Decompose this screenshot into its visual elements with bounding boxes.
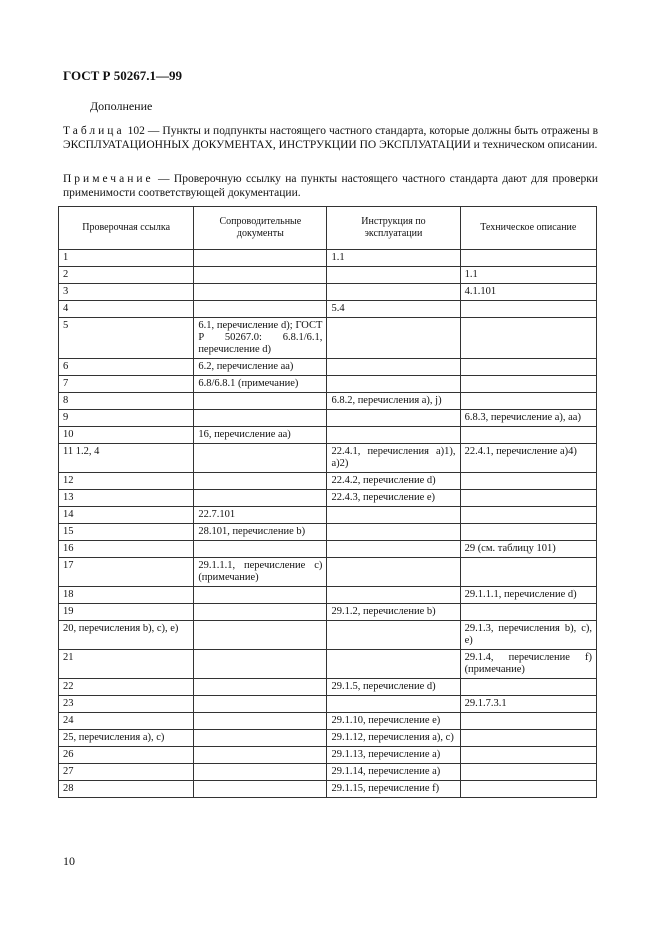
cell-technical-description: 29.1.1.1, перечисление d) (460, 587, 596, 604)
table-row (59, 781, 597, 798)
cell-check-reference: 18 (59, 587, 194, 604)
cell-accompanying-docs (194, 301, 327, 318)
cell-accompanying-docs: 6.2, перечисление аа) (194, 359, 327, 376)
cell-accompanying-docs (194, 604, 327, 621)
cell-check-reference: 24 (59, 713, 194, 730)
cell-technical-description: 29.1.3, перечисления b), с), е) (460, 621, 596, 650)
cell-check-reference: 25, перечисления а), с) (59, 730, 194, 747)
cell-technical-description: 22.4.1, перечисление а)4) (460, 444, 596, 473)
table-row (59, 696, 597, 713)
cell-check-reference: 5 (59, 318, 194, 359)
cell-accompanying-docs (194, 621, 327, 650)
cell-operating-instructions: 29.1.12, перечисления а), с) (327, 730, 460, 747)
cell-operating-instructions (327, 621, 460, 650)
cell-technical-description: 29.1.4, перечисление f) (примечание) (460, 650, 596, 679)
table-caption-text: 102 — Пункты и подпункты настоящего частного стандарта, которые должны быть отражены в ЭКСПЛУАТАЦИОННЫХ ДОКУМЕНТАХ, ИНСТРУКЦИИ ПО ЭКСПЛУАТАЦИИ и техническом описании. (63, 125, 599, 151)
cell-technical-description (460, 490, 596, 507)
cell-operating-instructions (327, 650, 460, 679)
note-text: — Проверочную ссылку на пункты настоящего частного стандарта дают для проверки применимости соответствующей документации. (63, 173, 599, 199)
cell-accompanying-docs: 6.8/6.8.1 (примечание) (194, 376, 327, 393)
cell-operating-instructions: 29.1.15, перечисление f) (327, 781, 460, 798)
table-row (59, 524, 597, 541)
cell-operating-instructions: 22.4.3, перечисление е) (327, 490, 460, 507)
table-row (59, 604, 597, 621)
cell-operating-instructions (327, 410, 460, 427)
cell-technical-description: 6.8.3, перечисление а), аа) (460, 410, 596, 427)
cell-operating-instructions (327, 507, 460, 524)
document-header: ГОСТ Р 50267.1—99 (63, 68, 182, 83)
cell-accompanying-docs (194, 444, 327, 473)
table-caption (63, 124, 598, 152)
header-accompanying-docs: Сопроводительные документы (194, 207, 327, 250)
table-row (59, 587, 597, 604)
cell-technical-description (460, 473, 596, 490)
cell-check-reference: 9 (59, 410, 194, 427)
cell-check-reference: 11 1.2, 4 (59, 444, 194, 473)
cell-technical-description (460, 359, 596, 376)
table-row (59, 284, 597, 301)
cell-check-reference: 16 (59, 541, 194, 558)
table-row (59, 318, 597, 359)
cell-check-reference: 6 (59, 359, 194, 376)
cell-accompanying-docs (194, 393, 327, 410)
table-row (59, 410, 597, 427)
table-row (59, 541, 597, 558)
cell-check-reference: 8 (59, 393, 194, 410)
cell-accompanying-docs (194, 284, 327, 301)
cell-operating-instructions: 29.1.2, перечисление b) (327, 604, 460, 621)
cell-accompanying-docs (194, 747, 327, 764)
cell-technical-description (460, 558, 596, 587)
cell-accompanying-docs (194, 541, 327, 558)
table-row (59, 473, 597, 490)
header-check-reference: Проверочная ссылка (59, 207, 194, 250)
cell-operating-instructions: 5.4 (327, 301, 460, 318)
cell-accompanying-docs (194, 473, 327, 490)
cell-accompanying-docs (194, 764, 327, 781)
table-row (59, 250, 597, 267)
cell-accompanying-docs (194, 650, 327, 679)
cell-technical-description (460, 393, 596, 410)
table-row (59, 444, 597, 473)
cell-technical-description (460, 376, 596, 393)
header-operating-instructions: Инструкция по эксплуатации (327, 207, 460, 250)
cell-operating-instructions: 22.4.1, перечисления а)1), а)2) (327, 444, 460, 473)
table-caption-label: Таблица (63, 125, 125, 137)
cell-accompanying-docs (194, 490, 327, 507)
cell-technical-description: 29.1.7.3.1 (460, 696, 596, 713)
cell-check-reference: 26 (59, 747, 194, 764)
table-row (59, 267, 597, 284)
cell-operating-instructions (327, 284, 460, 301)
table-row (59, 507, 597, 524)
cell-technical-description (460, 507, 596, 524)
cell-accompanying-docs: 22.7.101 (194, 507, 327, 524)
header-technical-description: Техническое описание (460, 207, 596, 250)
table-row (59, 713, 597, 730)
cell-operating-instructions (327, 318, 460, 359)
table-body (59, 250, 597, 798)
cell-operating-instructions (327, 541, 460, 558)
cell-technical-description (460, 730, 596, 747)
cell-technical-description (460, 318, 596, 359)
cell-technical-description (460, 713, 596, 730)
cell-check-reference: 28 (59, 781, 194, 798)
cell-operating-instructions (327, 267, 460, 284)
cell-technical-description: 29 (см. таблицу 101) (460, 541, 596, 558)
cell-operating-instructions (327, 558, 460, 587)
cell-check-reference: 23 (59, 696, 194, 713)
cell-accompanying-docs (194, 267, 327, 284)
cell-accompanying-docs: 29.1.1.1, перечисление с) (примечание) (194, 558, 327, 587)
cell-accompanying-docs (194, 250, 327, 267)
cell-accompanying-docs: 28.101, перечисление b) (194, 524, 327, 541)
table-row (59, 393, 597, 410)
cell-technical-description (460, 679, 596, 696)
table-header-row (59, 207, 597, 250)
cell-accompanying-docs (194, 696, 327, 713)
cell-operating-instructions: 22.4.2, перечисление d) (327, 473, 460, 490)
cell-accompanying-docs (194, 587, 327, 604)
table-row (59, 301, 597, 318)
table-row (59, 427, 597, 444)
cell-check-reference: 3 (59, 284, 194, 301)
cell-technical-description (460, 604, 596, 621)
cell-check-reference: 2 (59, 267, 194, 284)
table-row (59, 747, 597, 764)
cell-check-reference: 13 (59, 490, 194, 507)
cell-check-reference: 20, перечисления b), с), е) (59, 621, 194, 650)
cell-operating-instructions (327, 696, 460, 713)
cell-operating-instructions (327, 427, 460, 444)
cell-technical-description: 1.1 (460, 267, 596, 284)
page-number: 10 (63, 854, 75, 868)
cell-accompanying-docs: 6.1, перечисление d); ГОСТ Р 50267.0: 6.8.1/6.1, перечисление d) (194, 318, 327, 359)
note-label: Примечание (63, 173, 154, 185)
cell-operating-instructions (327, 376, 460, 393)
cell-operating-instructions: 6.8.2, перечисления а), j) (327, 393, 460, 410)
cell-operating-instructions (327, 359, 460, 376)
cell-technical-description (460, 427, 596, 444)
table-row (59, 650, 597, 679)
cell-check-reference: 17 (59, 558, 194, 587)
cell-technical-description: 4.1.101 (460, 284, 596, 301)
cell-check-reference: 15 (59, 524, 194, 541)
cell-technical-description (460, 781, 596, 798)
cell-operating-instructions: 29.1.10, перечисление е) (327, 713, 460, 730)
table-row (59, 490, 597, 507)
table-row (59, 730, 597, 747)
cell-technical-description (460, 524, 596, 541)
table-row (59, 359, 597, 376)
subheading: Дополнение (90, 99, 153, 113)
cell-technical-description (460, 764, 596, 781)
cell-operating-instructions (327, 524, 460, 541)
table-row (59, 679, 597, 696)
cell-check-reference: 1 (59, 250, 194, 267)
cell-technical-description (460, 250, 596, 267)
cell-operating-instructions: 29.1.5, перечисление d) (327, 679, 460, 696)
cell-check-reference: 7 (59, 376, 194, 393)
cell-accompanying-docs (194, 713, 327, 730)
cell-check-reference: 21 (59, 650, 194, 679)
cell-accompanying-docs (194, 679, 327, 696)
cell-accompanying-docs: 16, перечисление аа) (194, 427, 327, 444)
cell-operating-instructions: 1.1 (327, 250, 460, 267)
cell-check-reference: 4 (59, 301, 194, 318)
cell-accompanying-docs (194, 730, 327, 747)
cell-technical-description (460, 301, 596, 318)
table-row (59, 621, 597, 650)
cell-accompanying-docs (194, 781, 327, 798)
cell-check-reference: 19 (59, 604, 194, 621)
cell-accompanying-docs (194, 410, 327, 427)
cell-operating-instructions: 29.1.13, перечисление а) (327, 747, 460, 764)
cell-technical-description (460, 747, 596, 764)
cell-check-reference: 10 (59, 427, 194, 444)
table-row (59, 376, 597, 393)
cell-check-reference: 27 (59, 764, 194, 781)
cell-check-reference: 22 (59, 679, 194, 696)
cell-operating-instructions (327, 587, 460, 604)
table-row (59, 558, 597, 587)
reference-table (58, 206, 597, 798)
cell-check-reference: 12 (59, 473, 194, 490)
note (63, 172, 598, 200)
cell-check-reference: 14 (59, 507, 194, 524)
table-row (59, 764, 597, 781)
cell-operating-instructions: 29.1.14, перечисление а) (327, 764, 460, 781)
